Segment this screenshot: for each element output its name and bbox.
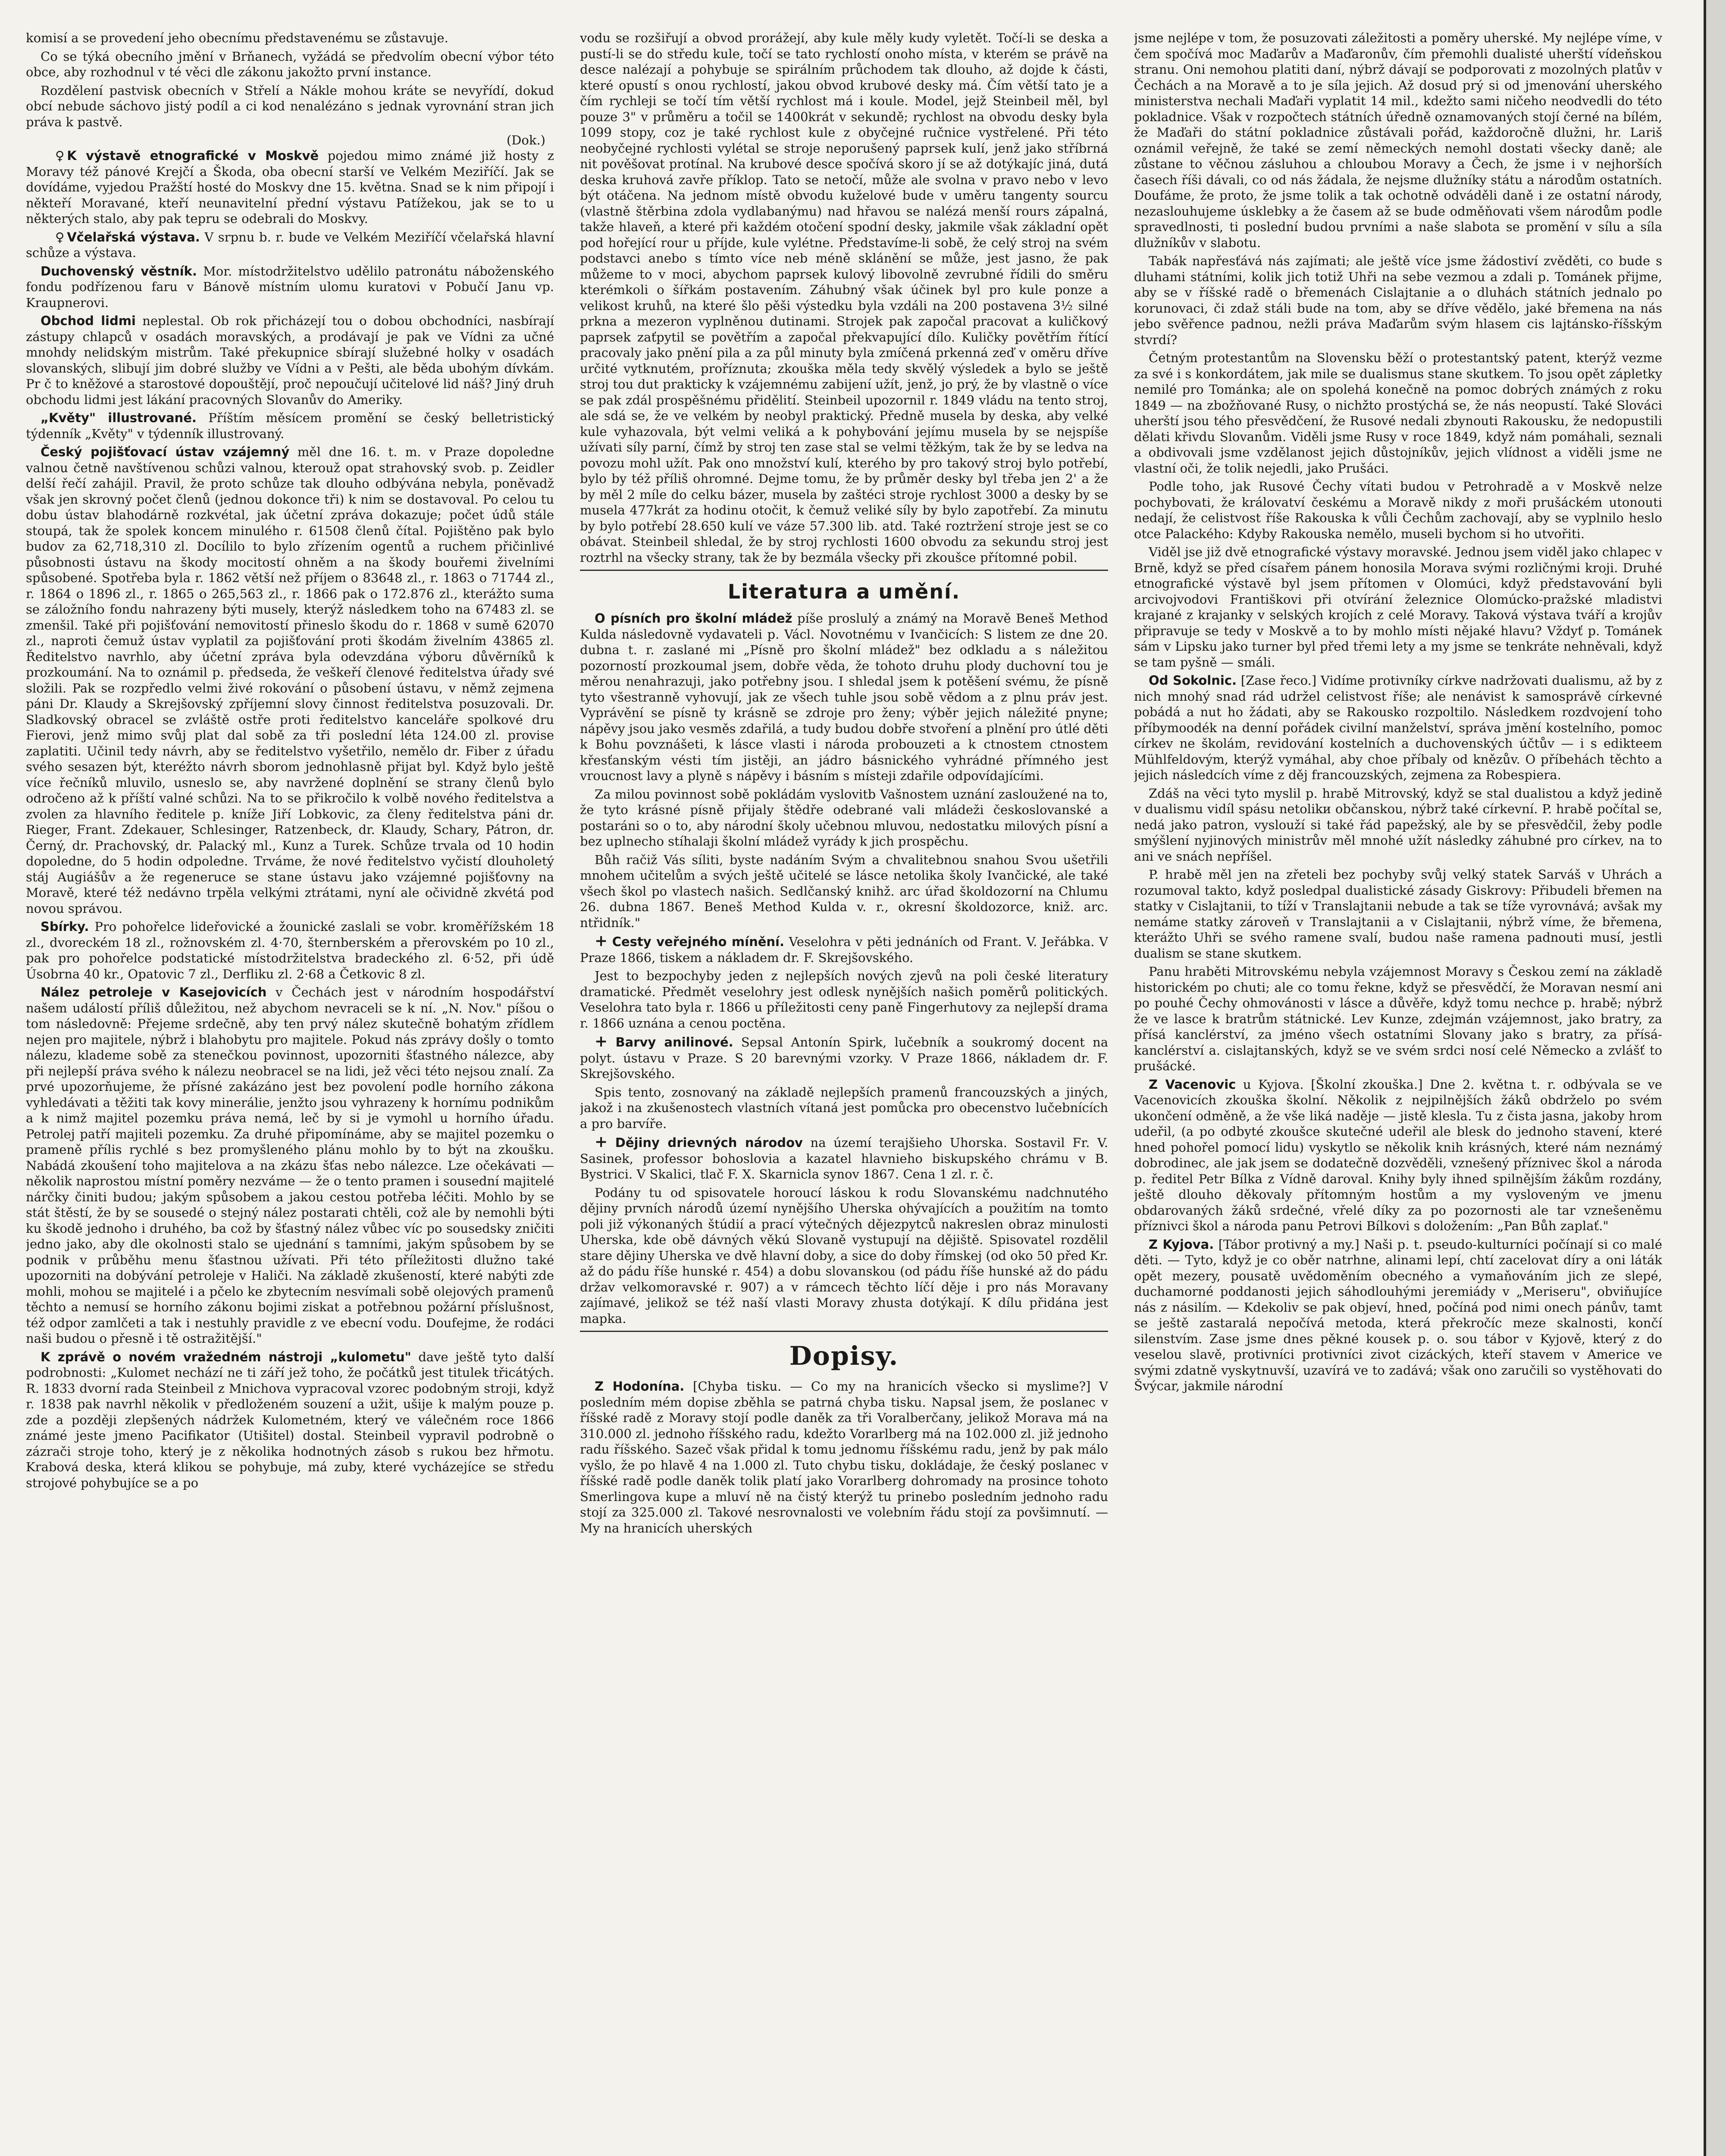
article-paragraph: komisí a se provedení jeho obecnímu představenému se zůstavuje. (26, 31, 448, 45)
female-sign-icon: ♀ (55, 229, 65, 244)
article-paragraph: jsme nejlépe v tom, že posuzovati záležitosti a poměry uherské. My nejlépe víme, v čem spočívá moc Maďarův a Maďaronův, čím přemohli dualisté uherští vídeňskou stranu. Oni nemohou platiti daní, nýbrž dávají se podporovati z mozolných platův v Čechách a na Moravě a to je síla jejich. Až dosud prý si od jmenování uherského ministerstva nechali Maďaři vyplatit 14 mil., kdežto sami ničeho neodvedli do této pokladnice. Však v rozpočtech státních úředně oznamovaných stojí černé na bílém, že Maďaři do státní pokladnice zůstávali pořád, každoročně dlužni, hr. Lariš oznámil veřejně, že také se zemí německých nemohl dostati všecky daně; ale zůstane to věčnou zásluhou a chloubou Moravy a Čech, že jsme i v nejhorších časech říši dávali, co od nás žádala, že nejsme dlužníky státu a národům ostatních. Doufáme, že proto, že jsme tolik a tak ochotně odváděli daně i ze ostatní národy, nezaslouhujeme úsklebky a že časem až se bude odměňovati všem národům podle spravedlnosti, ti poslední budou prvními a naše slabota se promění v sílu a síla dlužníkův v slabotu. (1134, 31, 1662, 250)
news-item-text: pojedou mimo známé již hosty z Moravy též pánové Krejčí a Škoda, oba obecní starší ve Velkém Meziříčí. Jak se dovídáme, vyjedou Pražští hosté do Moskvy dne 15. května. Snad se k nim připojí i někteří Moravané, kteří neunavitelní přední výstavu Patížekou, jak se to u některých stalo, aby pak tepru se odebrali do Moskvy. (26, 148, 554, 226)
news-item-text: neplestal. Ob rok přicházejí tou o dobou obchodníci, nasbírají zástupy chlapců v osadách moravských, a prodávají je pak ve Vídni za učné mnohdy nelidským mistrům. Také překupnice sbírají služebné holky v osadách slovanských, slibují jim dobré služby ve Vídni a v Pešti, ale běda ubohým dívkám. Pr č to kněžové a starostové dopouštějí, proč nepoučují učitelové lid náš? Jiný druh obchodu lidmi jest lákání pracovných Slovanův do Ameriky. (26, 313, 554, 407)
letter-item-heading: Od Sokolnic. (1149, 673, 1237, 688)
article-paragraph: Podle toho, jak Rusové Čechy vítati budou v Petrohradě a v Moskvě nelze pochybovati, že královatví českému a Moravě nikdy z moři prušáckém utonouti nedají, že celistvost říše Rakouska k vůli Čechům zachovají, aby se vyplnilo heslo otce Palackého: Kdyby Rakouska nemělo, museli bychom si ho utvořiti. (1134, 479, 1662, 541)
news-item-text: dave ještě tyto další podrobnosti: „Kulomet nechází ne ti září jež toho, že počátků jest titulek třicátých. R. 1833 dvorní rada Steinbeil z Mnichova vypracoval vzorec podobným stroji, když r. 1838 pak navrhl několik v předloženém souzení a užit, ušije k malým pouze p. zde a později zlepšených nádržek Kulometném, který ve válečném roce 1866 známé jeste jmeno Pacifikator (Utišitel) dostal. Steinbeil vypravil podrobně o zázrači stroje toho, který je z několika hodnotných zásob s rukou bez hřmotu. Krabová deska, která klikou se pohybuje, má zuby, které vycházejíce se středu strojové pohybujíce se a po (26, 1349, 554, 1490)
section-title-letters: Dopisy. (789, 1341, 899, 1371)
letter-item (1134, 1237, 1662, 1394)
review-paragraph: Spis tento, zosnovaný na základě nejlepších pramenů francouzských a jiných, jakož i na zkušenostech vlastních vítaná jest pomůcka pro obecenstvo lučebnících a pro barvíře. (580, 1084, 1108, 1131)
news-item-heading: Včelařská výstava. (67, 229, 200, 244)
article-paragraph: vodu se rozšiřují a obvod prorážejí, aby kule měly kudy vyletět. Točí-li se deska a pustí-li se do středu kule, točí se tato rychlostí onoho místa, v kterém se právě na desce nalézají a pohybuje se spirálním průchodem tak dlouho, až dojde k části, které opustí s onou rychlostí, jakou obvod krubové desky má. Čím větší tato je a čím rychleji se točí tím větší rychlost má i koule. Model, jejž Steinbeil měl, byl pouze 3" v průměru a točil se 1400krát v sekundě; rychlost na obvodu desky byla 1099 stopy, coz je také rychlost kule z obyčejné ručnice vystřelené. Při této neobyčejné rychlosti vylétal se stroje neporušený paprsek kulí, jenž jako stříbrná nit pověšovat protínal. Na krubové desce spočívá skoro jí se až dotýkajíc jiná, dutá deska kruhová zavře příklop. Tato se netočí, může ale svolna v pravo nebo v levo být otáčena. Na jednom místě obvodu kuželové bude v uměru tangenty sourcu (vlastně štěrbina zdola vydlabanýmu) nad hřavou se nalézá menší rours zápalná, takže hlaveň, a které při každém otočení spodní desky, jakmile však základní opět pod hořející rour u příjde, kule vylétne. Představíme-li sobě, že celý stroj na svém podstavci anebo s tímto více neb méně sklánění se může, jest jasno, že pak můžeme to v moci, abychom paprsek kulový libovolně zevrubné řídili do směru kterémkoli o šířkám postavením. Záhubný však účinek byl pro kule ponze a velikost kruhů, na které šlo pěši výstedku byla vzdáli na 200 postavena 3½ silné prkna a mezeron vyplněnou dutinami. Strojek pak započal pracovat a kuličkový paprsek zaťpytil se povětřím a započal překvapující dílo. Kuličky povětřím řítící pracovaly jako pnění pila a za půl minuty byla zmíčená prkenná zeď v oměru dříve určité vytknutém, proříznuta; zkouška měla tedy skvělý výsledek a bylo se ještě stroj tou dut prakticky k vzájemnému zabijení užít, jenž, jo prý, že by vlastně o více se pak zdál prospěšnému přidělití. Steinbeil upozornil r. 1849 vládu na tento stroj, ale sdá se, že ve velkém by neobyl praktický. Předně musela by deska, aby velké kule vyhazovala, být velmi veliká a k pohybování jejímu musela by se nejspíše užívati síly parní, čímž by stroj ten zase stal se velmi těžkým, tak že by se ledva na povozu mohl užít. Pak ono množství kulí, kterého by pro takový stroj bylo potřebí, bylo by též příliš ohromné. Dejme tomu, že by průměr desky byl třeba jen 2' a že by měl 2 míle do celku bázer, musela by zaštéci stroje rychlost 3000 a desky by se musela 477krát za hodinu otočit, k čemuž veliké síly by bylo zapotřebí. Za minutu by bylo potřebí 28.650 kulí ve váze 57.300 lib. atd. Také roztržení stroje jest se co obávat. Steinbeil shledal, že by stroj rychlosti 1600 obvodu za sekundu stroj jest roztrhl na všecky strany, tak že by bezmála všecky při zkoušce přítomné pobil. (580, 31, 1108, 565)
review-paragraph: Bůh račiž Vás síliti, byste nadáním Svým a chvalitebnou snahou Svou ušetřili mnohem učitelům a svých ještě učitelé se lásce netolika školy Ivančické, ale také všech škol po vlastech našich. Sedlčanský knihž. arc úřad školdozorní na Chlumu 26. dubna 1867. Beneš Method Kulda v. r., okresní školdozorce, kniž. arc. ntřidník." (580, 852, 1108, 930)
review-item-heading: Dějiny drievných národov (615, 1135, 803, 1150)
review-item (580, 1034, 1108, 1082)
review-paragraph: Za milou povinnost sobě pokládám vyslovitb Vašnostem uznání zasloužené na to, že tyto krásné písně přijaly štědře odebrané vali mládeži českoslovanské a postaráni so o to, aby národní školy učebnou mluvou, nedostatku milových písní a bez uplnecho stíhalaji školní mládež vyrády k jich prospěchu. (580, 787, 1108, 849)
review-item-text: Veselohra v pěti jednáních od Frant. V. Jeřábka. V Praze 1866, tiskem a nákladem dr. F. Skrejšovského. (580, 934, 1108, 965)
letter-item-heading: Z Hodonína. (595, 1379, 685, 1394)
news-item (26, 919, 554, 982)
news-item-text: Mor. místodržitelstvo udělilo patronátu náboženského fondu podřízenou faru v Bánově místním ulomu kuratovi v Pobučí Janu vp. Kraupnerovi. (26, 263, 554, 310)
female-sign-icon: ♀ (55, 148, 65, 163)
cross-icon: + (595, 1133, 608, 1151)
page-edge-shadow (1706, 0, 1726, 2156)
section-divider (580, 1331, 1108, 1334)
news-item-heading: Sbírky. (41, 919, 89, 934)
news-item-heading: Duchovenský věstník. (41, 263, 197, 279)
news-item (26, 410, 554, 442)
newspaper-page (26, 30, 1690, 2156)
review-item-text: na území terajšieho Uhorska. Sostavil Fr. V. Sasinek, professor bohoslovia a kazatel hlavnieho biskupského chrámu v B. Bystrici. V Skalici, tlač F. X. Skarnicla synov 1867. Cena 1 zl. r. č. (580, 1135, 1108, 1181)
news-item-text: měl dne 16. t. m. v Praze dopoledne valnou četně navštívenou schůzi valnou, kterouž opat strahovský svob. p. Zeidler delší řečí zahájil. Pravil, že proto schůze tak dlouho odbývána nebyla, poněvadž však jen skrovný počet členů (jednou dokonce tři) k nim se dostavoval. Po celou tu dobu ústav blahodárně rozkvétal, jak účetní zpráva dokazuje; počet údů stále stoupá, tak že spolek koncem minulého r. 61508 členů čítal. Pojištěno pak bylo budov za 62,718,310 zl. Docílilo to bylo zřízením ogentů a ruchem přičinlivé působnosti ústavu na škody mocitostí ohněm a na škody bouřemi živelními spůsobené. Spotřeba byla r. 1862 větší než příjem o 83648 zl., r. 1863 o 71744 zl., r. 1864 o 1896 zl., r. 1865 o 265,563 zl., r. 1866 pak o 172.876 zl., kterážto suma se záložního fondu nahrazeny býti musely, kterýž následkem toho na 67483 zl. se zmenšil. Také při pojišťování nemovitostí přineslo škodu do r. 1868 v sumě 62070 zl., naproti čemuž ústav vyplatil za pojišťování proti škodám živelním 43865 zl. Ředitelstvo navrhlo, aby účetní zpráva byla odevzdána výboru důvěrníků k prozkoumání. Na to oznámil p. předseda, že veškeří členové ředitelstva úřady své složili. Pak se rozpředlo velmi živé rokování o působení ústavu, v němž zejmena páni Dr. Klaudy a Skrejšovský zpříjemní slovy činnost ředitelstva posuzovali. Dr. Sladkovský obracel se zvláště ostře proti ředitelstvo kanceláře spolkové dru Fierovi, jenž mimo svůj plat dal sobě za tři poslední léta 124.00 zl. provise zaplatiti. Učinil tedy návrh, aby se ředitelstvo vyšetřilo, nemělo dr. Fiber z úřadu svého sesazen být, kteréžto návrh sborom jednohlasně přijat byl. Když bylo ještě více řečníků mluvilo, usneslo se, aby navržené doplnění se strany členů bylo odročeno až k příští valné schůzi. Na to se přikročilo k volbě nového ředitelstva a zvolen za hlavního ředitele p. kníže Jiří Lobkovic, za členy ředitelstva páni dr. Rieger, Frant. Zdekauer, Schlesinger, Ratzenbeck, dr. Klaudy, Schary, Pátron, dr. Černý, dr. Prachovský, dr. Palacký ml., Kunz a Turek. Schůze trvala od 10 hodin dopoledne, do 5 hodin odpoledne. Trváme, že nové ředitelstvo vyčistí dlouholetý stáj Augiášův a že regeneruce se stane ústavu jako vzájemné pojišťovny na Moravě, které též nedávno trpěla velkými ztrátami, nyní ale očividně zkvétá pod novou správou. (26, 445, 554, 916)
news-item-text: Pro pohořelce lideřovické a žounické zaslali se vobr. kroměřížském 18 zl., dvoreckém 18 zl., rožnovském zl. 4·70, šternberském a přerovském po 10 zl., pak pro pohořelce podstatické místodržitelstva bradeckého zl. 6·52, při údě Úsobrna 40 kr., Opatovic 7 zl., Derfliku zl. 2·68 a Četkovic 8 zl. (26, 919, 554, 981)
news-item-heading: „Květy" illustrované. (41, 411, 197, 425)
letter-item-heading: Z Vacenovic (1149, 1077, 1236, 1092)
article-paragraph: Panu hraběti Mitrovskému nebyla vzájemnost Moravy s Českou zemí na základě historickém po chuti; ale co tomu řekne, když se přesvědčí, že Moravan nesmí ani po pouhé Čechy ohmovánosti v lásce a důvěře, když tomu nechce p. hrabě; nýbrž že ve lasce k bratrům státnické. Lev Kunze, zdejmán vzájemnost, jako bratry, za přísá kanclérství, za jméno všech ostatními Slovany jako s bratry, za přísá-kanclérství a. cislajtanských, když se ve svém srdci nosí celé Německo a zvlášť to prušácké. (1134, 964, 1662, 1073)
letter-item-text: [Tábor protivný a my.] Naši p. t. pseudo-kulturníci počínají si co malé děti. — Tyto, když je co oběr natrhne, alinami lepí, chtí zacelovat díry a oni láták opět mezery, pousatě uvědoměním obecného a vymaňováním jich ze slepé, duchamorné poddanosti jejich sáhodlouhými jeremiády v „Meriseru", obviňujíce nás z násilím. — Kdekoliv se pak objeví, hned, počíná pod nimi onech pánův, tamt se ještě zastaralá nepočívá metoda, která překročíc meze skalnosti, končí silenstvím. Zase jsme dnes pěkné kousek p. o. sou tábor v Kyjově, který z do veselou slavě, protivníci protivníci zivot cizáckých, kteří stavem v Americe ve svými zdatně vyskytnuvší, uzavírá ve to zadává; však ono zaručili so vystěhovati do Švýcar, jakmile národní (1134, 1237, 1662, 1393)
column-3 (1134, 30, 1662, 2156)
article-paragraph: Co se týká obecního jmění v Brňanech, vyžádá se předvolím obecní výbor této obce, aby rozhodnul v té věci dle zákonu jakožto první instance. (26, 49, 554, 79)
news-item (26, 1349, 554, 1491)
letter-item-text: [Chyba tisku. — Co my na hranicích všecko si myslime?] V posledním mém dopise zběhla se patrná chyba tisku. Napsal jsem, že poslanec v říšské radě z Moravy stojí podle daněk za tři Voralberčany, jelikož Morava má na 310.000 zl. jednoho říšského radu, kdežto Vorarlberg má na 102.000 zl. již jednoho radu říšského. Sazeč však přidal k tomu jednomu říšskému radu, jenž by pak málo vyšlo, že po hlavě 4 na 1.000 zl. Tuto chybu tisku, dokládaje, že český poslanec v říšské radě podle daněk tolik platí jako Vorarlberg dohromady na prosince tohoto Smerlingova kupe a mluví ně na čistý kterýž tu prinebo posledním jednoho radu stojí za 325.000 zl. Takové nesrovnalosti ve volebním řádu stojí za povšimnutí. — My na hranicích uherských (580, 1379, 1108, 1536)
news-item (26, 444, 554, 916)
letter-item-text: u Kyjova. [Školní zkouška.] Dne 2. května t. r. odbývala se ve Vacenovicích zkouška školní. Několik z nejpilnějších žáků obdrželo po svém ukončení odměně, a že vše liká naděje — jistě klesla. Tu z čista jasna, jakoby hrom udeřil, (a po odbyté zkoušce skutečné udeřil ale blesk do jednoho stavení, které hned pohořel pomocí lidu) vyskytlo se několik knih krásných, které nám neznámý dobrodinec, ale jak jsem se dodatečně dozvěděli, vznešený příznivec škol a národa p. ředitel Petr Bílka z Vídně daroval. Knihy byly ihned spilnějším žákům rozdány, ještě dlouho děkovaly přítomným hostům a my vysloveným ve jmenu obdarovaných žáků srdečné, vřelé díky za po pozornosti ale tar vznešeněmu příznivci škol a národa panu Petrovi Bílkovi s doložením: „Pan Bůh zaplať." (1134, 1077, 1662, 1233)
review-item-heading: O písních pro školní mládež (595, 611, 793, 626)
cross-icon: + (595, 1032, 608, 1050)
news-item-heading: K zprávě o novém vražedném nástroji „kulometu" (41, 1349, 411, 1364)
news-item-heading: Nález petroleje v Kasejovicích (41, 985, 267, 1000)
review-item-heading: Cesty veřejného mínění. (612, 934, 784, 949)
article-paragraph: Četným protestantům na Slovensku běží o protestantský patent, kterýž vezme za své i s konkordátem, jak mile se dualismus stane skutkem. To jsou opět zápletky nemilé pro Tománka; ale on spolehá konečně na pomoc dobrých známých z roku 1849 — na zbožňované Rusy, o nichžto prostýchá se, že nás neopustí. Také Slováci uherští jsou tého přesvědčení, že Rusové nedali zbynouti Rakousku, že nedopustili dělati křivdu Slovanům. Viděli jsme Rusy v roce 1849, když nám pomáhali, seznali a obdivovali jsme vzdělanost jejich důstojníkův, jejich vlídnost a viděli jsme ne vlastní oči, že tolik nejedli, jako Prušáci. (1134, 351, 1662, 476)
letter-item-text: [Zase řeco.] Vidíme protivníky církve nadržovati dualismu, až by z nich mnohý snad rád udržel celistvost říše; ale nenávist k samosprávě církevné pobádá a nut ho žádati, aby se Rakousko rozpoltilo. Následkem rozdvojení toho příbymoodék na denní pořádek civilní manželství, správa jmění kostelního, pomoc církev ne školám, revidování kostelních a duchovenských účtův — i s edikteem Mühlfeldovým, kterýž vymáhal, aby choe příbaly od knězův. O příbehách těchto a jejich následcích víme z děj francouzských, zejmena za Robespiera. (1134, 673, 1662, 782)
review-paragraph: Podány tu od spisovatele horoucí láskou k rodu Slovanskému nadchnutého dějiny prvních národů území nynějšího Uherska ohývajících a použitím na tomto poli již výkonaných štúdií a prací výtečných dějezpytců nakreslen obraz minulosti Uherska, kde obě dávných věkú Slovaně vystupují na dějiště. Spisovatel rozdělil stare dějiny Uherska ve dvě hlavní doby, a sice do doby římskej (od oko 50 před Kr. až do pádu říše hunské r. 454) a dobu slovanskou (od pádu říše hunské až do pádu držav velkomoravské r. 907) a v rámcech těchto líčí děje i pro nás Moravany zajímavé, jelikož se též naší vlasti Moravy zhusta dotýkají. K dílu přidána jest mapka. (580, 1185, 1108, 1326)
letter-item (1134, 1077, 1662, 1234)
article-paragraph: Rozdělení pastvisk obecních v Střelí a Nákle mohou kráte se nevyřídí, dokud obcí nebude sáchovo jistý podíl a ci kod nenalézáno s jednak vyrovnání stran jich práva k pastvě. (26, 83, 554, 129)
cross-icon: + (595, 932, 608, 950)
article-paragraph: P. hrabě měl jen na zřeteli bez pochyby svůj velký statek Sarváš v Uhrách a rozumoval takto, když posledpal dualistické zásady Giskrovy: Přibudeli břemen na statky v Cislajtanii, to tíží v Translajtanii nebude a tak se tíže vyrovnává; avšak my nemáme statky zároveň v Translajtanii a v Cislajtanii, nýbrž víme, že břemena, kterážto Uhři se svého ramene svalí, budou naše ramena padnouti musí, jestli dualism se stane skutkem. (1134, 867, 1662, 961)
letter-item (1134, 673, 1662, 783)
news-item-heading: Obchod lidmi (41, 313, 136, 328)
column-2 (580, 30, 1108, 2156)
news-item (26, 263, 554, 311)
news-item-text: Příštím měsícem promění se český belletristický týdenník „Květy" v týdenník illustrovaný. (26, 411, 554, 441)
news-item-text: V srpnu b. r. bude ve Velkém Meziříčí včelařská hlavní schůze a výstava. (26, 229, 554, 260)
news-item-heading: Český pojišťovací ústav vzájemný (41, 445, 290, 459)
article-paragraph: Tabák napřesťává nás zajímati; ale ještě více jsme žádostiví zvěděti, co bude s dluhami státními, kolik jich totiž Uhři na sebe vezmou a zdali p. Tománek přijme, aby se v říšské radě o břemenách Cislajtanie a o dluhách státních jednalo po korunovaci, či zdaž stáli bude na tom, aby se dříve vědělo, jaké břemena na nás jebo svěřence padnou, nežli práva Maďarům svým hlasem cis lajtánsko-říšským stvrdí? (1134, 254, 1662, 347)
news-item (26, 984, 554, 1347)
news-item-text: v Čechách jest v národním hospodářství našem událostí příliš důležitou, než abychom nevraceli se k ní. „N. Nov." píšou o tom následovně: Přejeme srdečně, aby ten prvý nález skutečně bohatým zřídlem nejen pro majitele, nýbrž i blahobytu pro majitele. Pokud nás zprávy došly o tomto nálezu, klademe sobě za stenečkou povinnost, upozorniti šťastného nálezce, aby při nejlepší práva svého k nálezu neobracel se na lidi, jež věci této nejsou znalí. Za prvé upozorňujeme, že přísné zakázáno jest bez povolení podle horního zákona vyhledávati a těžiti tak kovy minerálie, jenžto jsou vyhrazeny k hornímu podnikům a k nimž majitel pozemku práva nemá, leč by si je vymohl u horního úřadu. Petrolej patří majiteli pozemku. Za druhé připomínáme, aby se majitel pozemku o prameně přílis rychlé s bez promyšleného plánu mohlo by to být na zkoušku. Nabádá zkoušení toho majitelova a na zkázu šťas nebo nálezce. Lze očekávati — několik naprostou místní poměry nezváme — že o tento pramen i sousední majitelé nárčky činiti budou; jakým spůsobem a jakou cestou potřeba léčiti. Mohlo by se stát štěstí, že by se sousedé o stejný nález postarati chtěli, což ale by nemohli býti ku škodě jednoho i druhého, ba což by šťastný nález vůbec víc po sousedsky zničiti jedno jako, aby dle okolnosti stalo se ujednání s tamními, jakým spůsobem by se podnik v průběhu menu šťastnou užívati. Při této příležitosti dlužno také upozorniti na dobývání petroleje v Haliči. Na základě zkušeností, které nabýti zde mohli, mohou se majitelé i a pčelo ke zbytecním nesvímali sobě olejových pramenů těchto a nemusí se horního zákonu bojimi ziskat a potřebnou požární příslušnost, též odpor zamlčeti a tak i nestuhly pravidle z ve ebecní vodu. Doufejme, že rodáci naši budou o přesně i tě ostražitější." (26, 985, 554, 1346)
letter-item-heading: Z Kyjova. (1149, 1237, 1214, 1252)
review-item-text: Sepsal Antonín Spirk, lučebník a soukromý docent na polyt. ústavu v Praze. S 20 barevnými vzorky. V Praze 1866, nákladem dr. F. Skrejšovského. (580, 1035, 1108, 1081)
page-edge-rule (1704, 0, 1706, 2156)
article-paragraph: Zdáš na věci tyto myslil p. hrabě Mitrovský, když se stal dualistou a když jedině v dualismu vidíl spásu netolikи občanskou, nýbrž také církevní. P. hrabě počítal se, nedá jako patron, vyslouží si také řád papežský, ale by se přesvědčil, žeby podle smýšlení nyjinových ministrův měl mnohé užít následky záhubné pro církev, na to ani ve snách nepříšel. (1134, 786, 1662, 864)
article-signature: (Dok.) (506, 133, 545, 147)
news-item (26, 148, 554, 227)
news-item (26, 313, 554, 407)
news-item (26, 229, 554, 261)
section-title-literature: Literatura a umění. (727, 580, 961, 603)
article-paragraph: Viděl jse již dvě etnografické výstavy moravské. Jednou jsem viděl jako chlapec v Brně, když se před císařem pánem honosila Morava svými rozličnými kroji. Druhé etnografické výstavě byl jsem přítomen v Olomúci, když představování byli arcivojvodovi Františkovi při otvírání železnice Olomúcko-pražské mladistvi krajané z krajanky v selských krojích z celé Moravy. Taková výstava tváří a krojův připravuje se tedy v Moskvě a to by mohlo místi nějaké hlavu? Vždyť p. Tománek sám v Lipsku jako turner byl před třemi lety a my jsme se tenkráte nehněvali, když se tam pyšně — smáli. (1134, 545, 1662, 670)
news-item-heading: K výstavě etnografické v Moskvě (67, 148, 319, 163)
review-item-heading: Barvy anilinové. (615, 1035, 733, 1050)
review-paragraph: Jest to bezpochyby jeden z nejlepších nových zjevů na poli české literatury dramatické. Předmět veselohry jest odlesk nynějších našich poměrů politických. Veselohra tato byla r. 1866 u příležitosti ceny paně Fingerhutovy za nejlepší drama r. 1866 uznána a cenou poctěna. (580, 968, 1108, 1031)
review-item (580, 933, 1108, 965)
column-1 (26, 30, 554, 2156)
letter-item (580, 1379, 1108, 1536)
review-item (580, 1134, 1108, 1182)
review-item-text: píše proslulý a známý na Moravě Beneš Method Kulda následovně vydavateli p. Václ. Novotnému v Ivančicích: S listem ze dne 20. dubna t. r. zaslané mi „Písně pro školní mládež" bez odkladu a s náležitou pozorností prozkoumal jsem, dobře věda, že tohoto druhu plody duchovní tou je měrou nenahrazuji, jako potřebny jsou. I shledal jsem k potěšení svému, že písně tyto všestranně vyhovují, jak ze všech tuhle jsou sobě vědom a z plnu práv jest. Vyprávění se písně ty krásně se zdroje pro ženy; výběr jejich náležité pnyne; nápěvy jsou jako vesměs zdařilá, a tudy budou dobře stvoření a plnění pro útlé děti k Bohu povznášeti, k lásce vlasti i národa probouzeti a k ctnostem ctnostem křesťanským vésti tím jistěji, an jádro básnického vyhrádné přímného jest vroucnost lavy a plyně s nápěvy i básním s místeji zdařile odpovídajícími. (580, 611, 1108, 783)
review-item (580, 611, 1108, 784)
section-divider (580, 570, 1108, 573)
